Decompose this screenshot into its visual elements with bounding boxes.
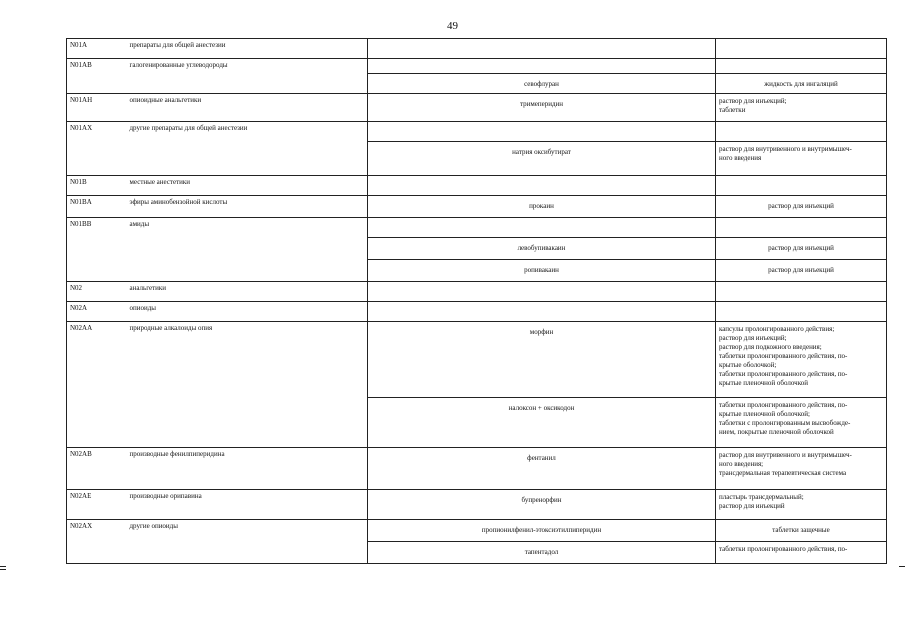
atc-code-cell: N02AE [67,490,127,520]
table-row [67,74,887,94]
drug-name-cell [368,59,716,74]
dosage-form-line: таблетки пролонгированного действия, по- [719,545,848,553]
dosage-form-line: крытые оболочкой; [719,361,777,369]
drug-name-cell [368,122,716,142]
drug-name-cell [368,39,716,59]
dosage-form-line: таблетки с пролонгированным высвобожде- [719,419,851,427]
dosage-form-line: нием, покрытые пленочной оболочкой [719,428,834,436]
atc-group-name-cell: природные алкалоиды опия [127,322,368,398]
drug-name-cell: севофлуран [368,74,716,94]
atc-code-cell [67,142,127,176]
atc-code-cell: N02AA [67,322,127,398]
atc-code-cell: N01AX [67,122,127,142]
table-row [67,142,887,176]
dosage-form-cell [716,142,887,176]
atc-code-cell [67,398,127,448]
table-row [67,322,887,398]
dosage-form-cell [716,39,887,59]
dosage-form-line: капсулы пролонгированного действия; [719,325,835,333]
atc-code-cell: N01AH [67,94,127,122]
dosage-form-line: пластырь трансдермальный; [719,493,804,501]
dosage-form-line: раствор для внутривенного и внутримышеч- [719,145,852,153]
table-row [67,122,887,142]
drug-name-cell [368,302,716,322]
drug-table [66,38,887,564]
page-number: 49 [447,20,458,32]
drug-name-cell: тримеперидин [368,94,716,122]
atc-group-name-cell [127,238,368,260]
atc-code-cell: N01AB [67,59,127,74]
dosage-form-cell [716,448,887,490]
dosage-form-cell [716,282,887,302]
atc-group-name-cell: другие опиоиды [127,520,368,542]
atc-code-cell: N01BA [67,196,127,218]
drug-table-body [67,39,887,564]
dosage-form-line: раствор для инъекций [768,202,834,210]
dosage-form-cell [716,196,887,218]
dosage-form-line: крытые пленочной оболочкой; [719,410,810,418]
dosage-form-line: таблетки [719,106,746,114]
dosage-form-cell [716,59,887,74]
table-row [67,39,887,59]
dosage-form-cell [716,542,887,564]
atc-group-name-cell [127,260,368,282]
atc-code-cell [67,542,127,564]
dosage-form-cell [716,398,887,448]
table-row [67,398,887,448]
dosage-form-cell [716,520,887,542]
atc-group-name-cell: галогенированные углеводороды [127,59,368,74]
atc-code-cell [67,238,127,260]
atc-group-name-cell: другие препараты для общей анестезии [127,122,368,142]
drug-name-cell [368,282,716,302]
atc-group-name-cell: опиоидные анальгетики [127,94,368,122]
drug-name-cell: ропивакаин [368,260,716,282]
dosage-form-line: раствор для внутривенного и внутримышеч- [719,451,852,459]
dosage-form-line: ного введения [719,154,762,162]
table-row [67,94,887,122]
left-edge-mark [0,566,6,567]
left-edge-mark [0,569,6,570]
table-row [67,520,887,542]
atc-code-cell: N02AX [67,520,127,542]
dosage-form-cell [716,94,887,122]
atc-code-cell: N02AB [67,448,127,490]
dosage-form-line: таблетки пролонгированного действия, по- [719,370,848,378]
atc-code-cell: N01BB [67,218,127,238]
drug-name-cell: фентанил [368,448,716,490]
drug-name-cell [368,218,716,238]
atc-group-name-cell: местные анестетики [127,176,368,196]
table-row [67,542,887,564]
atc-group-name-cell: анальгетики [127,282,368,302]
dosage-form-cell [716,176,887,196]
dosage-form-cell [716,302,887,322]
table-row [67,218,887,238]
atc-group-name-cell: амиды [127,218,368,238]
table-row [67,448,887,490]
right-edge-mark [899,566,905,567]
atc-group-name-cell: препараты для общей анестезии [127,39,368,59]
dosage-form-cell [716,238,887,260]
drug-name-cell: левобупивакаин [368,238,716,260]
dosage-form-cell [716,218,887,238]
dosage-form-line: раствор для инъекций [768,266,834,274]
dosage-form-line: жидкость для ингаляций [764,80,838,88]
atc-code-cell [67,74,127,94]
dosage-form-line: раствор для инъекций [768,244,834,252]
atc-code-cell: N01B [67,176,127,196]
drug-name-cell [368,176,716,196]
dosage-form-line: крытые пленочной оболочкой [719,379,808,387]
table-row [67,238,887,260]
dosage-form-cell [716,490,887,520]
dosage-form-cell [716,74,887,94]
dosage-form-cell [716,260,887,282]
atc-group-name-cell [127,542,368,564]
dosage-form-cell [716,322,887,398]
table-row [67,59,887,74]
atc-group-name-cell: опиоиды [127,302,368,322]
dosage-form-cell [716,122,887,142]
drug-name-cell: морфин [368,322,716,398]
atc-group-name-cell: производные фенилпиперидина [127,448,368,490]
dosage-form-line: ного введения; [719,460,764,468]
table-row [67,176,887,196]
atc-code-cell: N02A [67,302,127,322]
atc-group-name-cell [127,142,368,176]
atc-group-name-cell: производные орипавина [127,490,368,520]
drug-name-cell: бупренорфин [368,490,716,520]
dosage-form-line: таблетки защечные [772,526,830,534]
drug-name-cell: тапентадол [368,542,716,564]
table-row [67,196,887,218]
atc-group-name-cell [127,74,368,94]
atc-code-cell: N02 [67,282,127,302]
table-row [67,302,887,322]
table-row [67,260,887,282]
dosage-form-line: раствор для инъекций; [719,334,787,342]
drug-name-cell: налоксон + оксикодон [368,398,716,448]
drug-name-cell: прокаин [368,196,716,218]
dosage-form-line: раствор для инъекций; [719,97,787,105]
atc-code-cell: N01A [67,39,127,59]
dosage-form-line: трансдермальная терапевтическая система [719,469,847,477]
drug-name-cell: пропионилфенил-этоксиэтилпиперидин [368,520,716,542]
dosage-form-line: раствор для подкожного введения; [719,343,822,351]
dosage-form-line: раствор для инъекций [719,502,785,510]
dosage-form-line: таблетки пролонгированного действия, по- [719,352,848,360]
atc-code-cell [67,260,127,282]
table-row [67,490,887,520]
atc-group-name-cell: эфиры аминобензойной кислоты [127,196,368,218]
atc-group-name-cell [127,398,368,448]
table-row [67,282,887,302]
drug-name-cell: натрия оксибутират [368,142,716,176]
dosage-form-line: таблетки пролонгированного действия, по- [719,401,848,409]
